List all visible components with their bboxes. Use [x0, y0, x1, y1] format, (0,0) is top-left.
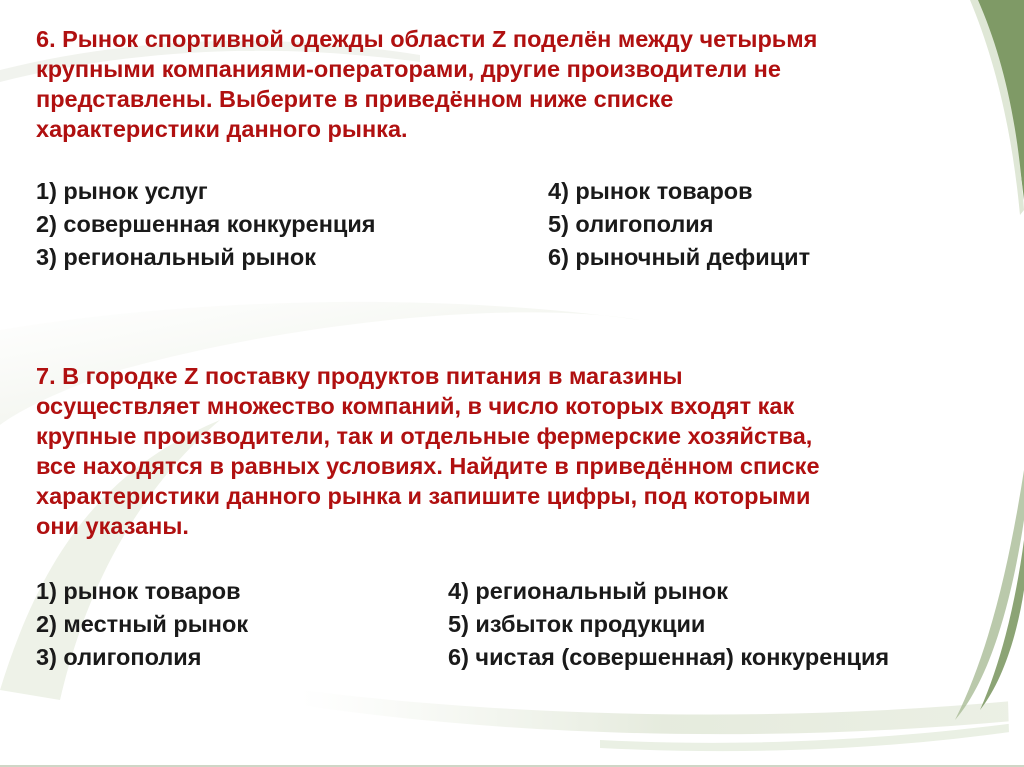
option-item: 4) рынок товаров	[548, 178, 753, 204]
option-item: 2) совершенная конкуренция	[36, 211, 376, 237]
question-6-options-left	[36, 175, 376, 274]
question-7-options-right	[448, 575, 889, 674]
option-item: 6) чистая (совершенная) конкуренция	[448, 644, 890, 670]
question-6-text: 6. Рынок спортивной одежды области Z поделён между четырьмя крупными компаниями-операторами, другие производители не представлены. Выберите в приведённом ниже списке характеристики данного рынка.	[36, 26, 818, 142]
option-item: 1) рынок услуг	[36, 178, 208, 204]
option-item: 6) рыночный дефицит	[548, 244, 811, 270]
question-7-options-left	[36, 575, 248, 674]
option-item: 3) олигополия	[36, 644, 202, 670]
option-item: 5) избыток продукции	[448, 611, 706, 637]
option-item: 1) рынок товаров	[36, 578, 241, 604]
question-7-text: 7. В городке Z поставку продуктов питания в магазины осуществляет множество компаний, в число которых входят как крупные производители, так и отдельные фермерские хозяйства, все находятся в равных условиях. Найдите в приведённом списке характеристики данного рынка и запишите цифры, под которыми они указаны.	[36, 363, 820, 539]
option-item: 5) олигополия	[548, 211, 714, 237]
question-6-options-right	[548, 175, 810, 274]
option-item: 3) региональный рынок	[36, 244, 317, 270]
option-item: 4) региональный рынок	[448, 578, 729, 604]
option-item: 2) местный рынок	[36, 611, 249, 637]
